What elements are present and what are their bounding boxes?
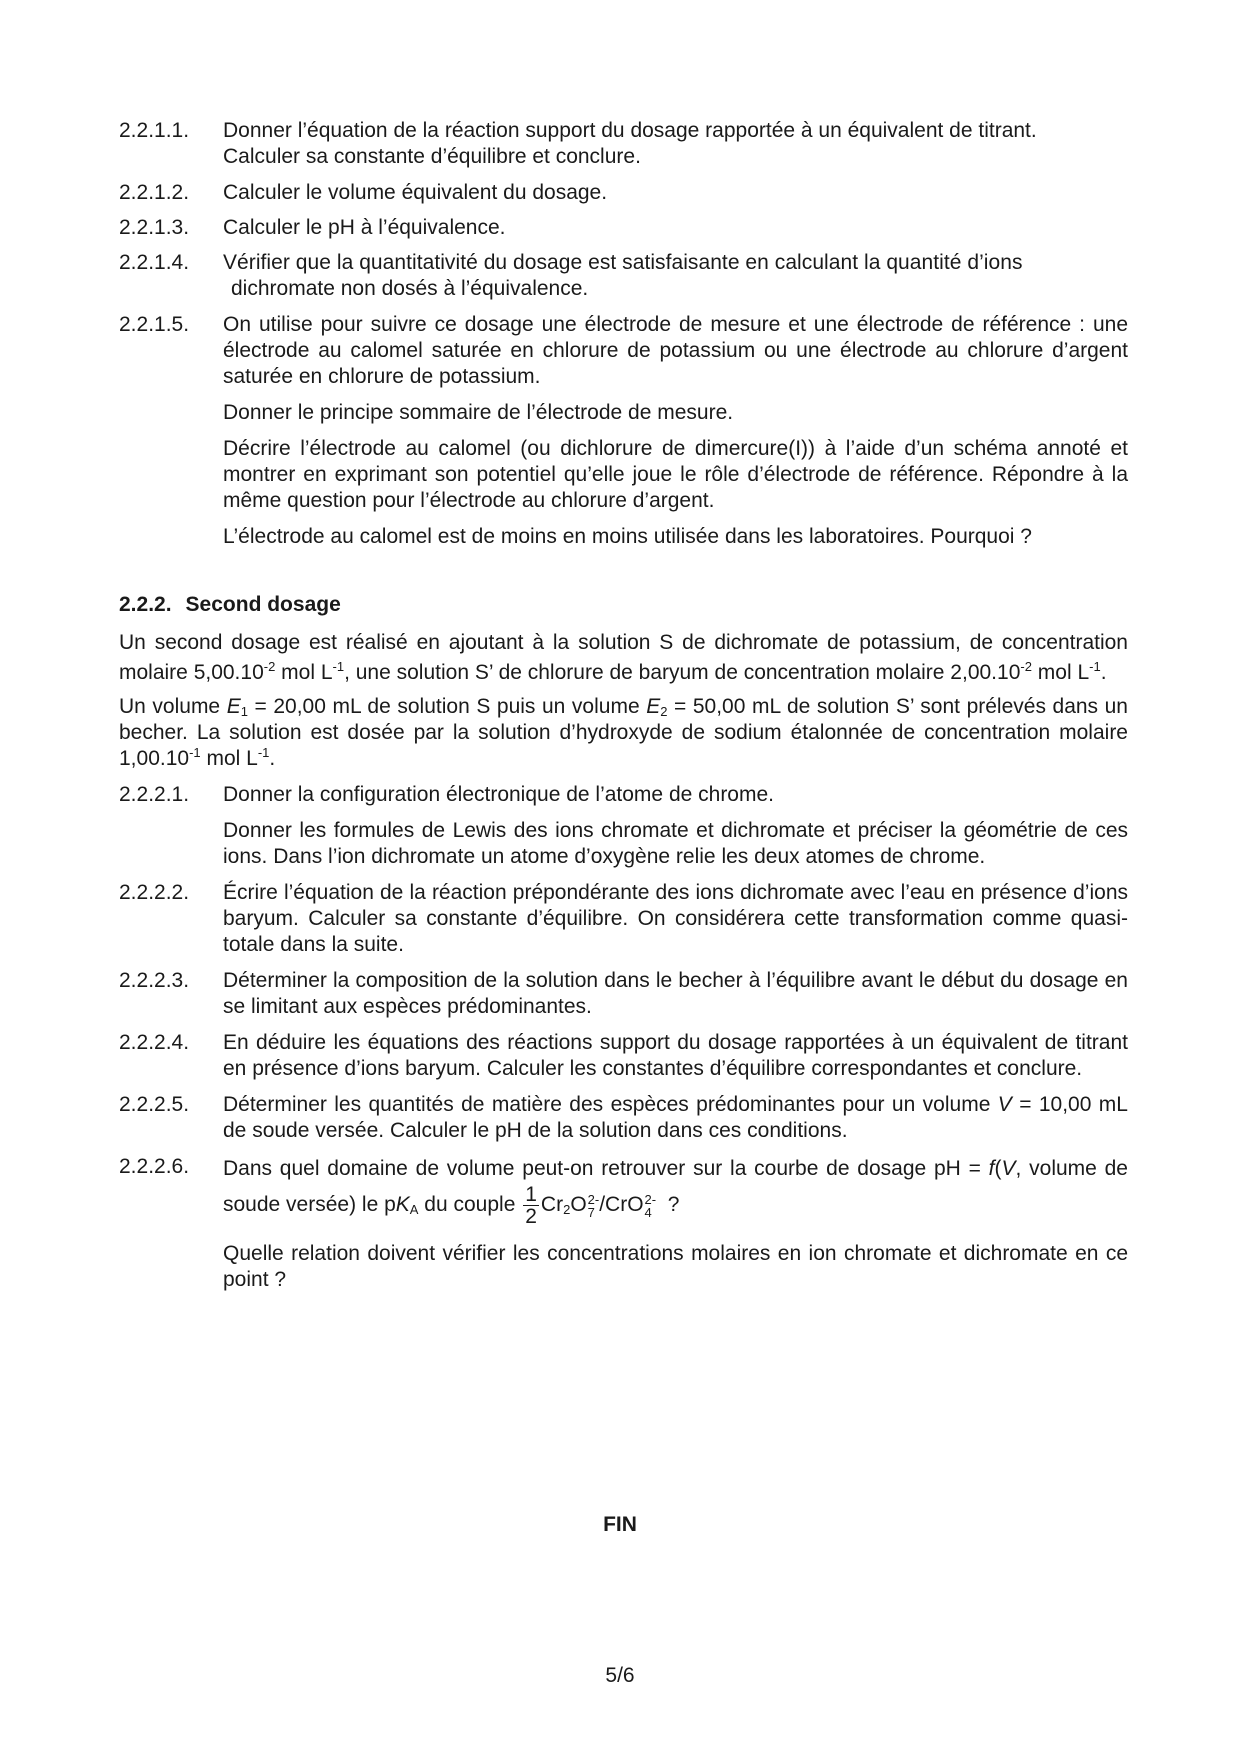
question-2-2-2-3 <box>119 968 1128 1020</box>
question-2-2-1-3 <box>119 215 1128 241</box>
question-2-2-1-5-paragraph-4: L’électrode au calomel est de moins en moins utilisée dans les laboratoires. Pourquoi ? <box>223 525 1032 548</box>
intro-paragraph-2: Un volume $E_1 = 20,00$ mL de solution S puis un volume $E_2 = 50,00$ mL de solution S’ sont prélevés dans un becher. La solution est dosée par la solution d’hydroxyde de sodium étalonnée de concentration molaire $1,00.10^{-1}$ mol $L^{-1}$. <box>119 695 1128 770</box>
fraction-one-half: $\frac{1}{2}$ <box>525 1183 537 1228</box>
question-text: Écrire l’équation de la réaction prépondérante des ions dichromate avec l’eau en présence d’ions baryum. Calculer sa constante d’équilibre. On considérera cette transformation comme quasi-totale dans la suite. <box>223 881 1128 956</box>
question-number: 2.2.1.4. <box>119 251 190 274</box>
question-2-2-2-6 <box>119 1154 1128 1227</box>
question-text: Donner la configuration électronique de l’atome de chrome. <box>223 783 774 806</box>
question-text: Calculer le volume équivalent du dosage. <box>223 181 608 204</box>
question-2-2-2-2 <box>119 880 1128 958</box>
question-number: 2.2.2.6. <box>119 1155 190 1178</box>
question-text: On utilise pour suivre ce dosage une électrode de mesure et une électrode de référence : une électrode au calomel saturée en chlorure de potassium ou une électrode au chlorure d’argent saturée en chlorure de potassium. <box>223 313 1128 388</box>
question-number: 2.2.1.1. <box>119 119 190 142</box>
question-text: En déduire les équations des réactions support du dosage rapportées à un équivalent de titrant en présence d’ions baryum. Calculer les constantes d’équilibre correspondantes et conclure. <box>223 1031 1128 1080</box>
question-number: 2.2.1.5. <box>119 313 190 336</box>
question-2-2-1-4 <box>119 250 1128 302</box>
section-title: Second dosage <box>185 593 341 616</box>
page-number: 5/6 <box>605 1664 635 1687</box>
question-number: 2.2.2.3. <box>119 969 190 992</box>
question-text-line-1: Donner l’équation de la réaction support du dosage rapportée à un équivalent de titrant. <box>223 119 1037 142</box>
question-2-2-1-5-paragraph-2: Donner le principe sommaire de l’électrode de mesure. <box>223 401 734 424</box>
question-2-2-2-1-paragraph-2: Donner les formules de Lewis des ions chromate et dichromate et préciser la géométrie de ces ions. Dans l’ion dichromate un atome d’oxygène relie les deux atomes de chrome. <box>223 819 1128 868</box>
section-number: 2.2.2. <box>119 593 172 616</box>
dichromate-formula: $Cr_2O$ 2- 7 <box>540 1191 600 1220</box>
question-text-line-1: Vérifier que la quantitativité du dosage est satisfaisante en calculant la quantité d’ions <box>223 251 1023 274</box>
section-heading-2-2-2 <box>119 592 1128 618</box>
document-body <box>119 118 1128 1305</box>
question-text: Déterminer la composition de la solution dans le becher à l’équilibre avant le début du dosage en se limitant aux espèces prédominantes. <box>223 969 1128 1018</box>
question-2-2-2-5 <box>119 1092 1128 1144</box>
question-number: 2.2.2.5. <box>119 1093 190 1116</box>
question-text: Calculer le pH à l’équivalence. <box>223 216 506 239</box>
question-text: Déterminer les quantités de matière des espèces prédominantes pour un volume V = 10,00 mL de soude versée. Calculer le pH de la solution dans ces conditions. <box>223 1093 1128 1142</box>
question-number: 2.2.1.2. <box>119 181 190 204</box>
question-number: 2.2.2.1. <box>119 783 190 806</box>
question-2-2-1-5-paragraph-3: Décrire l’électrode au calomel (ou dichlorure de dimercure(I)) à l’aide d’un schéma annoté et montrer en exprimant son potentiel qu’elle joue le rôle d’électrode de référence. Répondre à la même question pour l’électrode au chlorure d’argent. <box>223 437 1128 512</box>
question-2-2-1-2 <box>119 180 1128 206</box>
question-text: Dans quel domaine de volume peut-on retrouver sur la courbe de dosage pH = f(V, volume de soude versée) le $pK_A$ du couple $\frac{1}{2}$ $Cr_2O$ 2- 7 /CrO 2- 4 ? <box>223 1157 1128 1228</box>
end-marker: FIN <box>603 1513 637 1536</box>
question-2-2-1-1 <box>119 118 1128 170</box>
question-2-2-2-6-paragraph-2: Quelle relation doivent vérifier les concentrations molaires en ion chromate et dichromate en ce point ? <box>223 1242 1128 1291</box>
question-2-2-2-1 <box>119 782 1128 808</box>
question-number: 2.2.2.2. <box>119 881 190 904</box>
question-text-line-2: Calculer sa constante d’équilibre et conclure. <box>223 145 641 168</box>
chromate-formula: /CrO 2- 4 <box>599 1191 657 1220</box>
question-text-line-2: dichromate non dosés à l’équivalence. <box>231 277 589 300</box>
intro-paragraph-1: Un second dosage est réalisé en ajoutant à la solution S de dichromate de potassium, de concentration molaire $5,00.10^{-2}$ mol $L^{-1}$, une solution S’ de chlorure de baryum de concentration molaire $2,00.10^{-2}$ mol $L^{-1}$. <box>119 631 1128 684</box>
question-2-2-2-4 <box>119 1030 1128 1082</box>
question-number: 2.2.1.3. <box>119 216 190 239</box>
question-number: 2.2.2.4. <box>119 1031 190 1054</box>
question-2-2-1-5 <box>119 312 1128 390</box>
